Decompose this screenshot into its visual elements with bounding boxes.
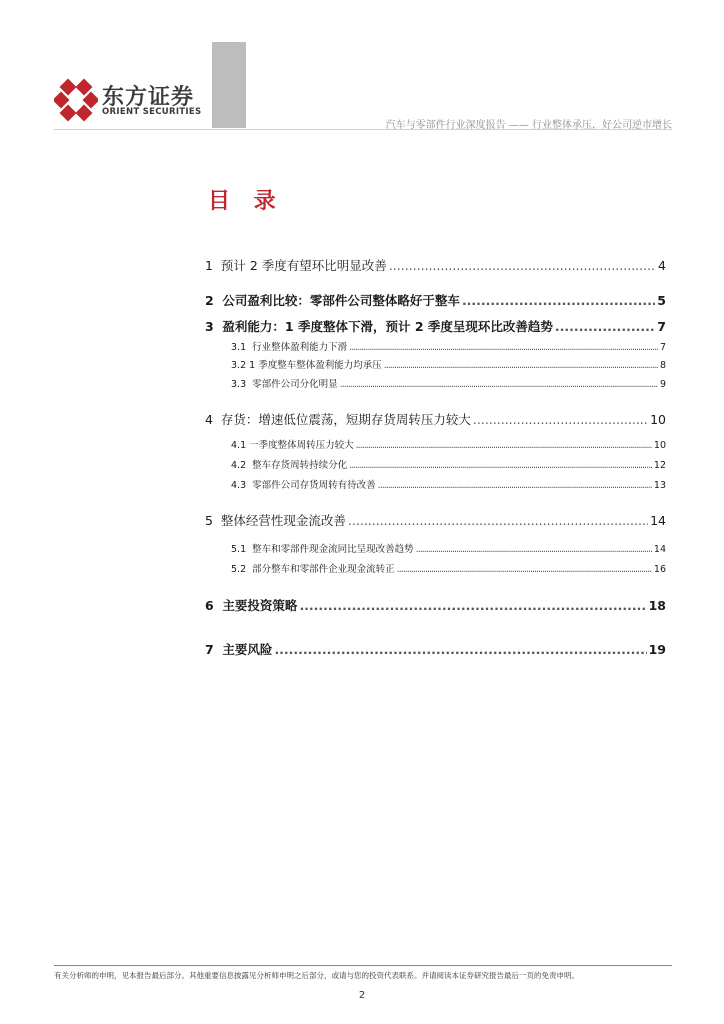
toc-entry-page: 10 xyxy=(653,440,666,451)
toc-entry-number: 5 xyxy=(205,513,213,528)
toc-entry-text: 公司盈利比较：零部件公司整体略好于整车 xyxy=(222,293,460,308)
toc-entry-text: 1 季度整车整体盈利能力均承压 xyxy=(249,360,382,371)
toc-entry[interactable] xyxy=(205,291,666,309)
toc-entry-number: 7 xyxy=(205,642,214,657)
toc-entry-text: 零部件公司分化明显 xyxy=(252,379,338,390)
brand-name-cn: 东方证券 xyxy=(102,85,195,110)
toc-entry-number: 3 xyxy=(205,319,214,334)
toc-leader-dots xyxy=(389,258,656,273)
toc-entry-text: 部分整车和零部件企业现金流转正 xyxy=(252,564,395,575)
toc-subentry[interactable] xyxy=(205,339,666,353)
footer-disclaimer: 有关分析师的申明，见本报告最后部分。其他重要信息披露见分析师申明之后部分，或请与您的投资代表联系。并请阅读本证券研究报告最后一页的免责申明。 xyxy=(54,971,579,980)
toc-entry[interactable] xyxy=(205,596,666,614)
toc-leader-dots xyxy=(340,379,658,390)
toc-entry-number: 1 xyxy=(205,258,213,273)
toc-leader-dots xyxy=(473,412,648,427)
toc-entry-page: 4 xyxy=(658,258,666,273)
toc-subentry[interactable] xyxy=(205,561,666,575)
toc-leader-dots xyxy=(555,319,655,334)
toc-leader-dots xyxy=(348,513,648,528)
toc-entry-number: 2 xyxy=(205,293,214,308)
brand-name-en: ORIENT SECURITIES xyxy=(102,107,202,117)
toc-entry-page: 19 xyxy=(648,642,666,657)
toc-entry-text: 预计 2 季度有望环比明显改善 xyxy=(220,258,387,273)
toc-leader-dots xyxy=(349,460,652,471)
toc-entry-page: 16 xyxy=(653,564,666,575)
toc-entry-page: 7 xyxy=(657,319,666,334)
toc-entry-number: 3.2 xyxy=(231,360,247,371)
page-number: 2 xyxy=(358,990,366,1001)
toc-entry[interactable] xyxy=(205,511,666,529)
toc-subentry[interactable] xyxy=(205,477,666,491)
toc-entry-text: 行业整体盈利能力下滑 xyxy=(252,342,348,353)
toc-subentry[interactable] xyxy=(205,357,666,371)
toc-entry-number: 4.2 xyxy=(231,460,247,471)
toc-leader-dots xyxy=(274,642,646,657)
toc-entry[interactable] xyxy=(205,317,666,335)
toc-entry-page: 14 xyxy=(650,513,666,528)
toc-entry-text: 整车和零部件现金流同比呈现改善趋势 xyxy=(252,544,414,555)
toc-entry[interactable] xyxy=(205,640,666,658)
toc-leader-dots xyxy=(384,360,658,371)
toc-leader-dots xyxy=(299,598,646,613)
toc-entry-number: 6 xyxy=(205,598,214,613)
toc-subentry[interactable] xyxy=(205,457,666,471)
toc-entry-page: 14 xyxy=(653,544,666,555)
toc-entry-page: 18 xyxy=(648,598,666,613)
toc-entry-number: 3.1 xyxy=(231,342,247,353)
toc-subentry[interactable] xyxy=(205,437,666,451)
header-separator: —— xyxy=(508,120,529,131)
toc-entry-number: 4.3 xyxy=(231,480,247,491)
toc-entry-page: 10 xyxy=(650,412,666,427)
toc-entry-number: 5.1 xyxy=(231,544,247,555)
toc-entry-text: 整车存货周转持续分化 xyxy=(252,460,348,471)
toc-leader-dots xyxy=(378,480,652,491)
toc-entry-page: 12 xyxy=(653,460,666,471)
toc-entry-number: 4.1 xyxy=(231,440,247,451)
toc-leader-dots xyxy=(356,440,652,451)
toc-entry-text: 存货：增速低位震荡，短期存货周转压力较大 xyxy=(220,412,471,427)
orient-securities-logo-icon xyxy=(54,78,98,122)
toc-entry-text: 一季度整体周转压力较大 xyxy=(249,440,354,451)
table-of-contents xyxy=(205,0,666,1024)
toc-leader-dots xyxy=(349,342,658,353)
toc-entry-text: 主要投资策略 xyxy=(222,598,298,613)
report-type: 汽车与零部件行业深度报告 xyxy=(385,120,506,131)
toc-entry-number: 4 xyxy=(205,412,213,427)
toc-leader-dots xyxy=(416,544,652,555)
toc-leader-dots xyxy=(462,293,655,308)
toc-entry-page: 8 xyxy=(659,360,666,371)
toc-subentry[interactable] xyxy=(205,376,666,390)
report-subtitle: 行业整体承压，好公司逆市增长 xyxy=(532,120,672,131)
toc-entry-page: 13 xyxy=(653,480,666,491)
brand-logo xyxy=(54,78,214,122)
toc-entry-text: 零部件公司存货周转有待改善 xyxy=(252,480,376,491)
toc-leader-dots xyxy=(397,564,652,575)
toc-subentry[interactable] xyxy=(205,541,666,555)
toc-entry-page: 7 xyxy=(659,342,666,353)
toc-entry-number: 3.3 xyxy=(231,379,247,390)
toc-entry-number: 5.2 xyxy=(231,564,247,575)
toc-entry[interactable] xyxy=(205,256,666,274)
toc-entry-text: 主要风险 xyxy=(222,642,273,657)
toc-title: 目 录 xyxy=(208,189,284,214)
toc-entry-page: 5 xyxy=(657,293,666,308)
toc-entry-text: 整体经营性现金流改善 xyxy=(220,513,346,528)
toc-entry[interactable] xyxy=(205,410,666,428)
toc-entry-text: 盈利能力：1 季度整体下滑，预计 2 季度呈现环比改善趋势 xyxy=(222,319,553,334)
toc-entry-page: 9 xyxy=(659,379,666,390)
footer-divider xyxy=(54,965,672,966)
